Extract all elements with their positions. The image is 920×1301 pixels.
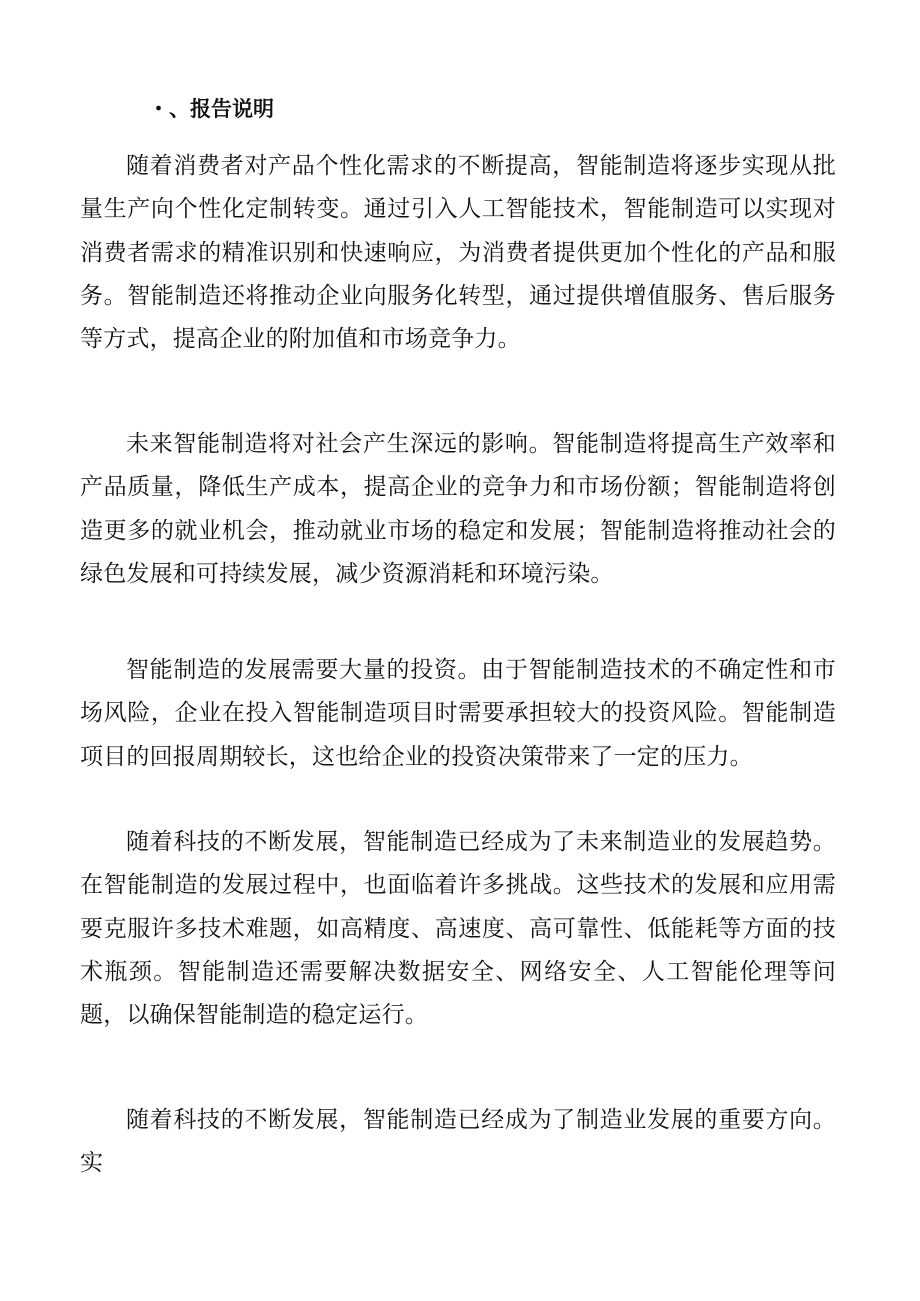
section-heading: ・、报告说明 — [148, 96, 274, 121]
paragraph-challenges: 随着科技的不断发展，智能制造已经成为了未来制造业的发展趋势。在智能制造的发展过程中，也面临着许多挑战。这些技术的发展和应用需要克服许多技术难题，如高精度、高速度、高可靠性、低能耗等方面的技术瓶颈。智能制造还需要解决数据安全、网络安全、人工智能伦理等问题，以确保智能制造的稳定运行。 — [80, 829, 836, 1029]
paragraph-investment: 智能制造的发展需要大量的投资。由于智能制造技术的不确定性和市场风险，企业在投入智能制造项目时需要承担较大的投资风险。智能制造项目的回报周期较长，这也给企业的投资决策带来了一定的压力。 — [80, 657, 836, 770]
paragraph-direction: 随着科技的不断发展，智能制造已经成为了制造业发展的重要方向。实 — [80, 1107, 836, 1177]
paragraph-social-impact: 未来智能制造将对社会产生深远的影响。智能制造将提高生产效率和产品质量，降低生产成本，提高企业的竞争力和市场份额；智能制造将创造更多的就业机会，推动就业市场的稳定和发展；智能制造将推动社会的绿色发展和可持续发展，减少资源消耗和环境污染。 — [80, 431, 836, 587]
paragraph-personalization: 随着消费者对产品个性化需求的不断提高，智能制造将逐步实现从批量生产向个性化定制转变。通过引入人工智能技术，智能制造可以实现对消费者需求的精准识别和快速响应，为消费者提供更加个性化的产品和服务。智能制造还将推动企业向服务化转型，通过提供增值服务、售后服务等方式，提高企业的附加值和市场竞争力。 — [80, 153, 836, 353]
